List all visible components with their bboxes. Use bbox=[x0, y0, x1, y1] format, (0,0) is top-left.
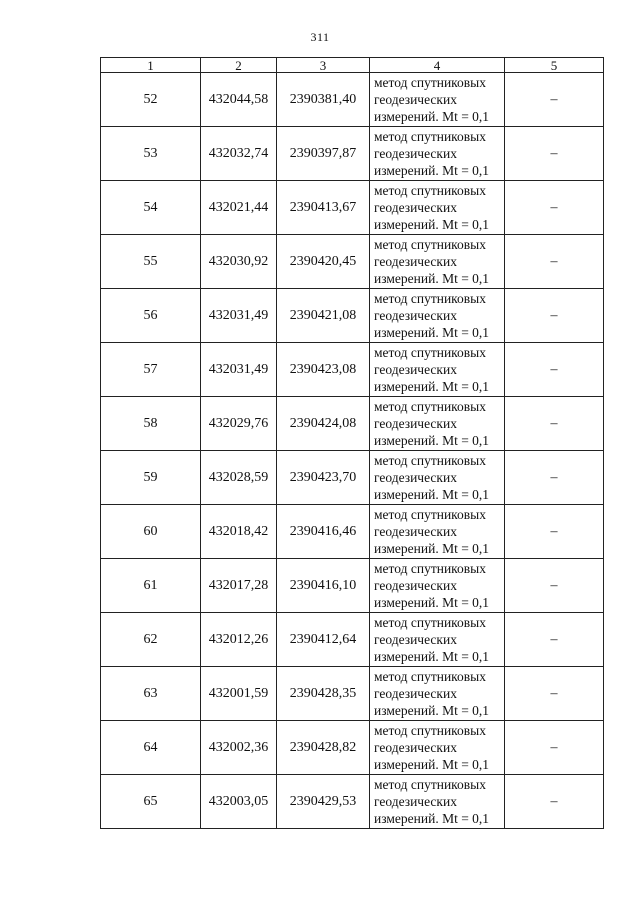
method-cell bbox=[370, 235, 505, 289]
method-cell bbox=[370, 667, 505, 721]
point-number-cell: 57 bbox=[101, 343, 201, 397]
method-line: измерений. Mt = 0,1 bbox=[374, 217, 490, 232]
header-col-2: 2 bbox=[201, 58, 277, 73]
header-col-4: 4 bbox=[370, 58, 505, 73]
method-line: метод спутниковых bbox=[374, 183, 486, 198]
y-coordinate-cell: 2390381,40 bbox=[277, 73, 370, 127]
note-cell: – bbox=[505, 613, 604, 667]
x-coordinate-cell: 432044,58 bbox=[201, 73, 277, 127]
method-line: метод спутниковых bbox=[374, 507, 486, 522]
method-line: метод спутниковых bbox=[374, 453, 486, 468]
point-number-cell: 61 bbox=[101, 559, 201, 613]
method-line: измерений. Mt = 0,1 bbox=[374, 379, 490, 394]
y-coordinate-cell: 2390421,08 bbox=[277, 289, 370, 343]
note-cell: – bbox=[505, 127, 604, 181]
method-line: метод спутниковых bbox=[374, 615, 486, 630]
header-col-5: 5 bbox=[505, 58, 604, 73]
table-row bbox=[101, 721, 604, 775]
table-row bbox=[101, 505, 604, 559]
method-cell bbox=[370, 397, 505, 451]
table-row bbox=[101, 775, 604, 829]
point-number-cell: 54 bbox=[101, 181, 201, 235]
method-line: геодезических bbox=[374, 92, 457, 107]
note-cell: – bbox=[505, 235, 604, 289]
method-line: метод спутниковых bbox=[374, 129, 486, 144]
method-line: геодезических bbox=[374, 146, 457, 161]
method-line: измерений. Mt = 0,1 bbox=[374, 541, 490, 556]
table-row bbox=[101, 613, 604, 667]
y-coordinate-cell: 2390429,53 bbox=[277, 775, 370, 829]
point-number-cell: 65 bbox=[101, 775, 201, 829]
point-number-cell: 59 bbox=[101, 451, 201, 505]
method-line: измерений. Mt = 0,1 bbox=[374, 487, 490, 502]
table-row bbox=[101, 397, 604, 451]
method-cell bbox=[370, 559, 505, 613]
header-col-3: 3 bbox=[277, 58, 370, 73]
method-line: измерений. Mt = 0,1 bbox=[374, 649, 490, 664]
point-number-cell: 53 bbox=[101, 127, 201, 181]
y-coordinate-cell: 2390412,64 bbox=[277, 613, 370, 667]
x-coordinate-cell: 432002,36 bbox=[201, 721, 277, 775]
page-number: 311 bbox=[310, 30, 330, 44]
y-coordinate-cell: 2390423,08 bbox=[277, 343, 370, 397]
method-line: геодезических bbox=[374, 416, 457, 431]
y-coordinate-cell: 2390423,70 bbox=[277, 451, 370, 505]
y-coordinate-cell: 2390416,46 bbox=[277, 505, 370, 559]
table-row bbox=[101, 127, 604, 181]
method-line: метод спутниковых bbox=[374, 669, 486, 684]
table-row bbox=[101, 559, 604, 613]
point-number-cell: 64 bbox=[101, 721, 201, 775]
note-cell: – bbox=[505, 721, 604, 775]
method-line: геодезических bbox=[374, 254, 457, 269]
header-row bbox=[101, 58, 604, 73]
x-coordinate-cell: 432018,42 bbox=[201, 505, 277, 559]
point-number-cell: 58 bbox=[101, 397, 201, 451]
method-line: метод спутниковых bbox=[374, 777, 486, 792]
point-number-cell: 56 bbox=[101, 289, 201, 343]
method-cell bbox=[370, 289, 505, 343]
table-body bbox=[101, 73, 604, 829]
x-coordinate-cell: 432028,59 bbox=[201, 451, 277, 505]
note-cell: – bbox=[505, 343, 604, 397]
method-line: метод спутниковых bbox=[374, 723, 486, 738]
method-line: геодезических bbox=[374, 470, 457, 485]
method-cell bbox=[370, 181, 505, 235]
point-number-cell: 63 bbox=[101, 667, 201, 721]
coordinates-table bbox=[100, 57, 604, 829]
method-cell bbox=[370, 73, 505, 127]
x-coordinate-cell: 432032,74 bbox=[201, 127, 277, 181]
note-cell: – bbox=[505, 775, 604, 829]
method-cell bbox=[370, 451, 505, 505]
method-line: метод спутниковых bbox=[374, 237, 486, 252]
x-coordinate-cell: 432001,59 bbox=[201, 667, 277, 721]
table-row bbox=[101, 181, 604, 235]
note-cell: – bbox=[505, 451, 604, 505]
method-line: измерений. Mt = 0,1 bbox=[374, 595, 490, 610]
x-coordinate-cell: 432012,26 bbox=[201, 613, 277, 667]
x-coordinate-cell: 432029,76 bbox=[201, 397, 277, 451]
method-line: измерений. Mt = 0,1 bbox=[374, 325, 490, 340]
y-coordinate-cell: 2390416,10 bbox=[277, 559, 370, 613]
method-line: геодезических bbox=[374, 524, 457, 539]
x-coordinate-cell: 432031,49 bbox=[201, 289, 277, 343]
point-number-cell: 52 bbox=[101, 73, 201, 127]
method-line: измерений. Mt = 0,1 bbox=[374, 163, 490, 178]
y-coordinate-cell: 2390397,87 bbox=[277, 127, 370, 181]
method-cell bbox=[370, 721, 505, 775]
method-line: метод спутниковых bbox=[374, 399, 486, 414]
method-line: измерений. Mt = 0,1 bbox=[374, 811, 490, 826]
point-number-cell: 62 bbox=[101, 613, 201, 667]
method-line: метод спутниковых bbox=[374, 561, 486, 576]
note-cell: – bbox=[505, 505, 604, 559]
method-cell bbox=[370, 775, 505, 829]
method-line: геодезических bbox=[374, 200, 457, 215]
table-row bbox=[101, 667, 604, 721]
table-header bbox=[101, 58, 604, 73]
method-line: метод спутниковых bbox=[374, 291, 486, 306]
table-row bbox=[101, 235, 604, 289]
note-cell: – bbox=[505, 667, 604, 721]
method-line: измерений. Mt = 0,1 bbox=[374, 433, 490, 448]
x-coordinate-cell: 432017,28 bbox=[201, 559, 277, 613]
method-line: измерений. Mt = 0,1 bbox=[374, 703, 490, 718]
note-cell: – bbox=[505, 73, 604, 127]
note-cell: – bbox=[505, 559, 604, 613]
method-line: метод спутниковых bbox=[374, 345, 486, 360]
y-coordinate-cell: 2390420,45 bbox=[277, 235, 370, 289]
x-coordinate-cell: 432031,49 bbox=[201, 343, 277, 397]
y-coordinate-cell: 2390413,67 bbox=[277, 181, 370, 235]
method-line: геодезических bbox=[374, 632, 457, 647]
table-row bbox=[101, 73, 604, 127]
header-col-1: 1 bbox=[101, 58, 201, 73]
method-cell bbox=[370, 613, 505, 667]
method-line: измерений. Mt = 0,1 bbox=[374, 271, 490, 286]
method-line: измерений. Mt = 0,1 bbox=[374, 109, 490, 124]
method-cell bbox=[370, 127, 505, 181]
x-coordinate-cell: 432030,92 bbox=[201, 235, 277, 289]
note-cell: – bbox=[505, 289, 604, 343]
table-row bbox=[101, 289, 604, 343]
note-cell: – bbox=[505, 181, 604, 235]
method-cell bbox=[370, 343, 505, 397]
y-coordinate-cell: 2390428,82 bbox=[277, 721, 370, 775]
point-number-cell: 60 bbox=[101, 505, 201, 559]
method-line: геодезических bbox=[374, 308, 457, 323]
method-cell bbox=[370, 505, 505, 559]
method-line: геодезических bbox=[374, 362, 457, 377]
table-row bbox=[101, 451, 604, 505]
method-line: метод спутниковых bbox=[374, 75, 486, 90]
method-line: геодезических bbox=[374, 740, 457, 755]
method-line: измерений. Mt = 0,1 bbox=[374, 757, 490, 772]
method-line: геодезических bbox=[374, 794, 457, 809]
y-coordinate-cell: 2390424,08 bbox=[277, 397, 370, 451]
table-row bbox=[101, 343, 604, 397]
x-coordinate-cell: 432003,05 bbox=[201, 775, 277, 829]
y-coordinate-cell: 2390428,35 bbox=[277, 667, 370, 721]
method-line: геодезических bbox=[374, 578, 457, 593]
method-line: геодезических bbox=[374, 686, 457, 701]
point-number-cell: 55 bbox=[101, 235, 201, 289]
note-cell: – bbox=[505, 397, 604, 451]
x-coordinate-cell: 432021,44 bbox=[201, 181, 277, 235]
